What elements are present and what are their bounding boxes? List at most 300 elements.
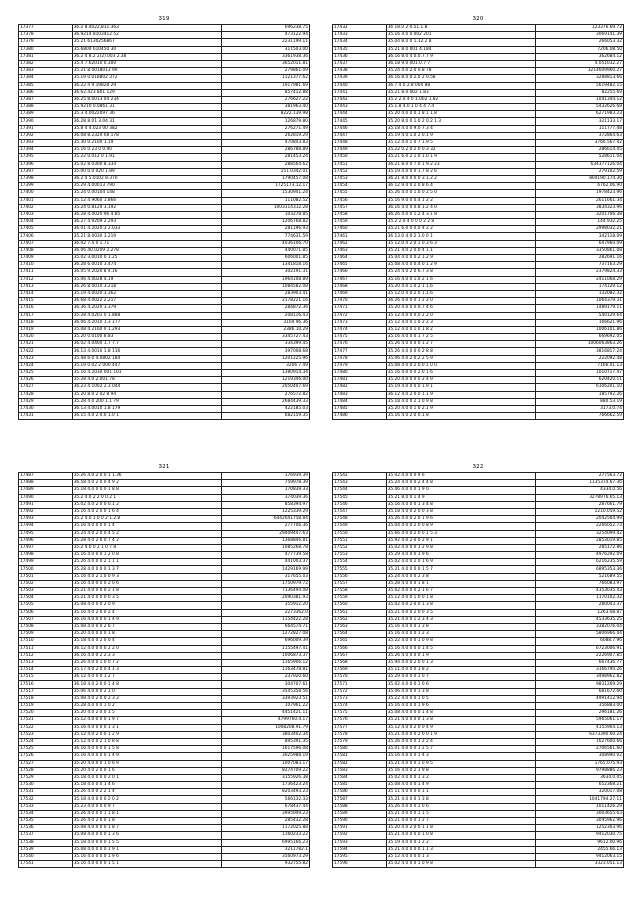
value-cell: 237920.60 (222, 674, 310, 681)
coordinate-cell: 35.12 4.0 0 0 0 1 9 7 (72, 717, 222, 724)
row-index-cell: 17388 (19, 104, 73, 111)
coordinate-cell: 35.08 4.0 0 0.4 0 1 2 9 (386, 262, 536, 269)
table-row (19, 774, 310, 781)
row-index-cell: 17400 (19, 190, 73, 197)
value-cell: 1219346.00 (222, 377, 310, 384)
table-row (19, 298, 310, 305)
value-cell: 166621.96 (536, 319, 624, 326)
table-row (19, 269, 310, 276)
table-row (19, 362, 310, 369)
table-row (333, 480, 624, 487)
table-row (19, 559, 310, 566)
value-cell: 287661.79 (536, 501, 624, 508)
table-row (19, 573, 310, 580)
coordinate-cell: 35.21 4.0 0 0 0 1 5 7 (386, 566, 536, 573)
value-cell: 1736423.24 (222, 782, 310, 789)
value-cell: 1006063863.26 (536, 341, 624, 348)
coordinate-cell: 35.24 4.0 0 0 2 3 8 (386, 573, 536, 580)
table-row (19, 710, 310, 717)
coordinate-cell: 35.21 4.0 0 0 0 1 3 8 (386, 717, 536, 724)
value-cell: 1085268.78 (222, 544, 310, 551)
coordinate-cell: 35.16 4.2030 001 101 (72, 370, 222, 377)
row-index-cell: 17514 (19, 667, 73, 674)
coordinate-cell: 35.16 4.0 2 0 0 2 4 (72, 609, 222, 616)
value-cell: 6088.7.96 (536, 638, 624, 645)
row-index-cell: 17556 (333, 573, 387, 580)
coordinate-cell: 35.24 0.00104 148 (72, 190, 222, 197)
table-row (333, 82, 624, 89)
table-row (19, 508, 310, 515)
value-cell: 9612.00.96 (536, 839, 624, 846)
table-row (19, 588, 310, 595)
row-index-cell: 17527 (19, 760, 73, 767)
table-row (19, 616, 310, 623)
table-row (19, 68, 310, 75)
row-index-cell: 17456 (333, 197, 387, 204)
row-index-cell: 17502 (19, 580, 73, 587)
table-row (333, 197, 624, 204)
value-cell: 669692.05 (536, 334, 624, 341)
value-cell: 3045962.96 (536, 818, 624, 825)
coordinate-cell: 35.02 4.0 2 0 0 1 3 8 (386, 602, 536, 609)
row-index-cell: 17448 (333, 140, 387, 147)
value-cell: 276572.82 (222, 391, 310, 398)
coordinate-cell: 35.04 8.0 0 1.12.2 8 (386, 39, 536, 46)
coordinate-cell: 35.08 4.0 0 0 0 1 3 6 (72, 832, 222, 839)
row-index-cell: 17571 (333, 681, 387, 688)
row-index-cell: 17401 (19, 197, 73, 204)
table-row (19, 832, 310, 839)
value-cell: 606001.85 (222, 255, 310, 262)
table-row (333, 262, 624, 269)
value-cell: 6762.06.90 (536, 183, 624, 190)
coordinate-cell: 35.2 4.0 1 0 0 2 1.2 8 (72, 516, 222, 523)
table-row (19, 688, 310, 695)
coordinate-cell: 35.26 4.0 0 2 0 1 9 6 (386, 516, 536, 523)
coordinate-cell: 35.08 4.0 0 0 0 1 8 7 (72, 825, 222, 832)
table-row (333, 305, 624, 312)
table-row (19, 60, 310, 67)
value-cell: 3278976.65.13 (536, 494, 624, 501)
row-index-cell: 17517 (19, 688, 73, 695)
page-number: 319 (158, 16, 170, 22)
table-row (333, 46, 624, 53)
row-index-cell: 17567 (333, 652, 387, 659)
table-row (333, 75, 624, 82)
value-cell: 296181.26 (536, 710, 624, 717)
row-index-cell: 17504 (19, 595, 73, 602)
value-cell: 3104 96.36 (222, 319, 310, 326)
coordinate-cell: 36.23 4.1002 2.3 044 (72, 384, 222, 391)
table-row (333, 703, 624, 710)
table-row (333, 413, 624, 420)
value-cell: 3254099.42 (536, 530, 624, 537)
value-cell: 664574.71 (222, 623, 310, 630)
coordinate-cell: 36.15 4.0 2 0.0 1.0 1 (72, 413, 222, 420)
coordinate-cell: 35.26 4.0 0 0 1 0 6 (386, 803, 536, 810)
row-index-cell: 17503 (19, 588, 73, 595)
row-index-cell: 17584 (333, 774, 387, 781)
coordinate-cell: 35 12.0 4 0 2 0 1.1.6 (386, 290, 536, 297)
data-table (332, 24, 624, 420)
table-row (333, 398, 624, 405)
table-row (333, 753, 624, 760)
row-index-cell: 17579 (333, 738, 387, 745)
table-row (333, 405, 624, 412)
page-number: 322 (472, 464, 484, 470)
table-row (19, 204, 310, 211)
table-row (333, 559, 624, 566)
value-cell: 440071.85 (222, 247, 310, 254)
coordinate-cell: 35.26 4.0 0 1.0 0 2 5 0 (386, 190, 536, 197)
row-index-cell: 17399 (19, 183, 73, 190)
value-cell: 652368.21 (536, 782, 624, 789)
table-row (333, 580, 624, 587)
value-cell: 5432626.68 (536, 104, 624, 111)
table-row (333, 348, 624, 355)
row-index-cell: 17428 (19, 391, 73, 398)
value-cell: 1011426.29 (536, 803, 624, 810)
table-row (333, 760, 624, 767)
value-cell: 2455.66.13 (536, 846, 624, 853)
value-cell: 4451421.11 (222, 710, 310, 717)
value-cell: 103278.85 (222, 211, 310, 218)
table-row (19, 197, 310, 204)
table-row (333, 140, 624, 147)
row-index-cell: 17508 (19, 623, 73, 630)
table-row (333, 731, 624, 738)
value-cell: 3214609960.27 (536, 68, 624, 75)
table-row (333, 89, 624, 96)
page-320 (332, 14, 624, 420)
table-row (333, 638, 624, 645)
row-index-cell: 17488 (19, 480, 73, 487)
row-index-cell: 17566 (333, 645, 387, 652)
table-row (333, 219, 624, 226)
value-cell: 3350861.08 (536, 247, 624, 254)
value-cell: 6895353.36 (536, 566, 624, 573)
row-index-cell: 17449 (333, 147, 387, 154)
row-index-cell: 17573 (333, 695, 387, 702)
table-row (19, 810, 310, 817)
coordinate-cell: 36.2 4 5.0102 8.370 (72, 175, 222, 182)
coordinate-cell: 35.16 4.0 0 0 0 1 4 5 (386, 645, 536, 652)
value-cell: 634377126.04 (536, 161, 624, 168)
row-index-cell: 17541 (19, 861, 73, 868)
coordinate-cell: 36.06 4.2010 1.3 177 (72, 319, 222, 326)
row-index-cell: 17494 (19, 523, 73, 530)
table-row (19, 276, 310, 283)
table-row (19, 255, 310, 262)
coordinate-cell: 35.28 4.0 0 0 0 1 3 7 (72, 566, 222, 573)
coordinate-cell: 35.16 4.0 0 1.0 2 1 6 (386, 276, 536, 283)
table-row (19, 789, 310, 796)
coordinate-cell: 35.21 4.0 2 0.0 4 1.1 (386, 247, 536, 254)
coordinate-cell: 35.02 4.0 0 0 2 1 6 7 (386, 588, 536, 595)
value-cell: 222092.48 (536, 355, 624, 362)
table-row (333, 552, 624, 559)
row-index-cell: 17380 (19, 46, 73, 53)
row-index-cell: 17587 (333, 796, 387, 803)
value-cell: 1368846.81 (222, 537, 310, 544)
row-index-cell: 17458 (333, 211, 387, 218)
value-cell: 857412.88 (222, 89, 310, 96)
row-index-cell: 17537 (19, 832, 73, 839)
value-cell: 3166790.26 (536, 667, 624, 674)
value-cell: 3766.567.42 (536, 140, 624, 147)
table-row (333, 537, 624, 544)
row-index-cell: 17390 (19, 118, 73, 125)
table-row (19, 290, 310, 297)
table-row (19, 39, 310, 46)
row-index-cell: 17586 (333, 789, 387, 796)
row-index-cell: 17487 (19, 473, 73, 480)
row-index-cell: 17451 (333, 161, 387, 168)
coordinate-cell: 36.02 4.0400 1.7 7.7 (72, 341, 222, 348)
table-row (19, 738, 310, 745)
table-row (19, 75, 310, 82)
table-row (333, 341, 624, 348)
row-index-cell: 17472 (333, 312, 387, 319)
value-cell: 696238.75 (222, 25, 310, 32)
value-cell: 1341818.16 (222, 262, 310, 269)
row-index-cell: 17434 (333, 39, 387, 46)
value-cell: 1263.08.87 (536, 609, 624, 616)
table-row (333, 609, 624, 616)
value-cell: 317655.03 (222, 573, 310, 580)
row-index-cell: 17565 (333, 638, 387, 645)
row-index-cell: 17431 (19, 413, 73, 420)
row-index-cell: 17409 (19, 255, 73, 262)
value-cell: 6995166.23 (222, 839, 310, 846)
coordinate-cell: 35.04 4.0 0 2 0 0 8 9 (386, 523, 536, 530)
value-cell: 2998032.21 (536, 226, 624, 233)
row-index-cell: 17429 (19, 398, 73, 405)
row-index-cell: 17543 (333, 480, 387, 487)
table-row (333, 298, 624, 305)
row-index-cell: 17435 (333, 46, 387, 53)
table-row (333, 796, 624, 803)
coordinate-cell: 35.19 4.0 0 0 0 1.9 1 (386, 384, 536, 391)
row-index-cell: 17522 (19, 724, 73, 731)
value-cell: 6723006.91 (536, 645, 624, 652)
row-index-cell: 17585 (333, 782, 387, 789)
table-row (333, 111, 624, 118)
table-row (19, 226, 310, 233)
row-index-cell: 17562 (333, 616, 387, 623)
row-index-cell: 17419 (19, 326, 73, 333)
value-cell: 362684.12 (536, 53, 624, 60)
row-index-cell: 17378 (19, 32, 73, 39)
coordinate-cell: 36.16 4.0 0 0 0 1 5 8 (72, 746, 222, 753)
table-row (333, 494, 624, 501)
coordinate-cell: 35 12 4.0 1 0 7 1.9 5 (386, 140, 536, 147)
table-row (19, 125, 310, 132)
value-cell: 647960.09 (536, 240, 624, 247)
coordinate-cell: 35 02 4.0 0 0 9 6 (386, 473, 536, 480)
table-row (333, 312, 624, 319)
coordinate-cell: 35.24 4.0 2.0 0.8 78 (386, 68, 536, 75)
coordinate-cell: 35.20 4.0 0 0 0.7 4 6 (386, 305, 536, 312)
table-row (19, 305, 310, 312)
coordinate-cell: 35.20 4.0 0 0 0 1 8 (72, 631, 222, 638)
value-cell: 107961.22 (222, 703, 310, 710)
row-index-cell: 17491 (19, 501, 73, 508)
table-row (19, 96, 310, 103)
coordinate-cell: 35.06 4.0 2 0.2 2 5 9 (386, 355, 536, 362)
table-row (19, 370, 310, 377)
row-index-cell: 17542 (333, 473, 387, 480)
value-cell: 5619482.15 (536, 82, 624, 89)
value-cell: 3803402.34 (222, 731, 310, 738)
row-index-cell: 17476 (333, 341, 387, 348)
table-row (19, 638, 310, 645)
row-index-cell: 17392 (19, 132, 73, 139)
value-cell: 151.0342.01 (222, 168, 310, 175)
value-cell: 144.932.25 (536, 219, 624, 226)
coordinate-cell: 35.04 4.0 0 0.2 1.2 9 (386, 255, 536, 262)
table-row (333, 839, 624, 846)
coordinate-cell: 35.18 4.0 0 0 1 4 6 (72, 782, 222, 789)
row-index-cell: 17563 (333, 623, 387, 630)
value-cell: 3560973.29 (222, 853, 310, 860)
value-cell: 2231199.11 (222, 39, 310, 46)
table-row (19, 530, 310, 537)
table-row (19, 652, 310, 659)
value-cell: 397008.68 (222, 348, 310, 355)
coordinate-cell: 35.2 2.0 4 0 1.002 1.82 (386, 96, 536, 103)
coordinate-cell: 35.26 4.0 0 0 0 1 9 (386, 652, 536, 659)
coordinate-cell: 35.12 4.0 0 1 0 0 1 8 (386, 595, 536, 602)
table-row (19, 552, 310, 559)
value-cell: 132082.32 (536, 290, 624, 297)
table-row (333, 516, 624, 523)
row-index-cell: 17595 (333, 853, 387, 860)
coordinate-cell: 35.21 6.0 2 1 0 1.0 1 9 (386, 154, 536, 161)
table-row (333, 667, 624, 674)
value-cell: 858394.97 (222, 501, 310, 508)
coordinate-cell: 35.16 4.0 0 0 1 3 4 8 (386, 501, 536, 508)
value-cell: 667436.77 (536, 659, 624, 666)
table-row (333, 247, 624, 254)
table-row (333, 523, 624, 530)
value-cell: 3323.051.13 (536, 861, 624, 868)
table-row (333, 774, 624, 781)
value-cell: 1206768.82 (222, 219, 310, 226)
row-index-cell: 17490 (19, 494, 73, 501)
table-row (19, 523, 310, 530)
table-row (333, 60, 624, 67)
row-index-cell: 17433 (333, 32, 387, 39)
coordinate-cell: 36 13.0 4 0 2 1.0 0 1 (386, 233, 536, 240)
row-index-cell: 17396 (19, 161, 73, 168)
row-index-cell: 17383 (19, 68, 73, 75)
row-index-cell: 17500 (19, 566, 73, 573)
coordinate-cell: 36.26 8.0010 3.218 (72, 283, 222, 290)
coordinate-cell: 35.22 0.012 0 1.91 (72, 154, 222, 161)
coordinate-cell: 36.12 4.0 0 0 0 2 2 0 (72, 645, 222, 652)
row-index-cell: 17443 (333, 104, 387, 111)
value-cell: 321133.17 (536, 118, 624, 125)
row-index-cell: 17460 (333, 226, 387, 233)
table-row (19, 731, 310, 738)
coordinate-cell: 35.16 4.0 0 0 2.0 1 6 (386, 370, 536, 377)
coordinate-cell: 35.26 4.0 0 0 0 1 2 7 (386, 341, 536, 348)
value-cell: 3652011.81 (222, 60, 310, 67)
value-cell: 1064379.31 (536, 298, 624, 305)
coordinate-cell: 35.21 4.0 0 0 2 0 0 1 9 (386, 731, 536, 738)
table-row (333, 746, 624, 753)
coordinate-cell: 35.2 4.0 2 2 0 0.2 1 (72, 494, 222, 501)
coordinate-cell: 35.21 8.0 001 4.184 (386, 46, 536, 53)
coordinate-cell: 36.26 4.0 0 1.2 4 3.1 8 (386, 211, 536, 218)
coordinate-cell: 35.66 4.0 0 2 0 0 1 5 3 (386, 530, 536, 537)
table-row (19, 247, 310, 254)
value-cell: 6216235.59 (536, 559, 624, 566)
coordinate-cell: 35.16 4.0 0 0 1 7 2 5 (386, 334, 536, 341)
row-index-cell: 17510 (19, 638, 73, 645)
coordinate-cell: 35.06 4.0 0 0 1 3 8 (386, 688, 536, 695)
coordinate-cell: 35.20 4.0 1.0 2 1 1.6 (386, 283, 536, 290)
table-row (19, 262, 310, 269)
value-cell: 288564.62 (222, 161, 310, 168)
table-row (19, 767, 310, 774)
row-index-cell: 17591 (333, 825, 387, 832)
value-cell: 3201706.38 (536, 211, 624, 218)
coordinate-cell: 35.16 4.0 0 0 0 2 0 6 (72, 580, 222, 587)
value-cell: 766083.97 (536, 580, 624, 587)
table-row (333, 175, 624, 182)
table-row (333, 846, 624, 853)
coordinate-cell: 35 11 4.0 0 0 0 1 1 (386, 789, 536, 796)
coordinate-cell: 35.1.8 4.0 1 0 4 4 7.4 (386, 104, 536, 111)
value-cell: 1006101.86 (536, 326, 624, 333)
row-index-cell: 17381 (19, 53, 73, 60)
table-row (333, 68, 624, 75)
coordinate-cell: 36.36 4.2020 3.379 (72, 305, 222, 312)
row-index-cell: 17492 (19, 508, 73, 515)
table-row (19, 753, 310, 760)
coordinate-cell: 35.16 4.0 0 0 0 1 9 6 (72, 853, 222, 860)
table-row (19, 803, 310, 810)
row-index-cell: 17412 (19, 276, 73, 283)
value-cell: 1007083.17 (222, 760, 310, 767)
coordinate-cell: 35.21 4.0 0 0 0 1 0 8 (386, 832, 536, 839)
row-index-cell: 17442 (333, 96, 387, 103)
value-cell: 381963.40 (222, 104, 310, 111)
coordinate-cell: 35.3 4.0022097 36 (72, 111, 222, 118)
table-row (333, 588, 624, 595)
coordinate-cell: 35.21 8.0018013 90 (72, 68, 222, 75)
coordinate-cell: 35.26 4.0 2 0 0 1 1.36 (72, 473, 222, 480)
coordinate-cell: 35.28 4.0 0 0 1 0 2 (72, 703, 222, 710)
coordinate-cell: 35.08 4.2160 0 1.293 (72, 326, 222, 333)
table-row (333, 319, 624, 326)
value-cell: 620420.11 (536, 377, 624, 384)
coordinate-cell: 36.68 4.0022 2.217 (72, 298, 222, 305)
value-cell: 8222.139.98 (222, 111, 310, 118)
value-cell: 302191.31 (222, 269, 310, 276)
coordinate-cell: 35.26 4.0 2 0 0 1 8 (72, 818, 222, 825)
table-row (333, 508, 624, 515)
coordinate-cell: 35.21 4.0 0 2 0 0 3 5 (386, 609, 536, 616)
row-index-cell: 17464 (333, 255, 387, 262)
value-cell: 682159.35 (222, 413, 310, 420)
row-index-cell: 17536 (19, 825, 73, 832)
value-cell: 2178221.16 (222, 298, 310, 305)
coordinate-cell: 35.29 4.00013 790 (72, 183, 222, 190)
row-index-cell: 17516 (19, 681, 73, 688)
